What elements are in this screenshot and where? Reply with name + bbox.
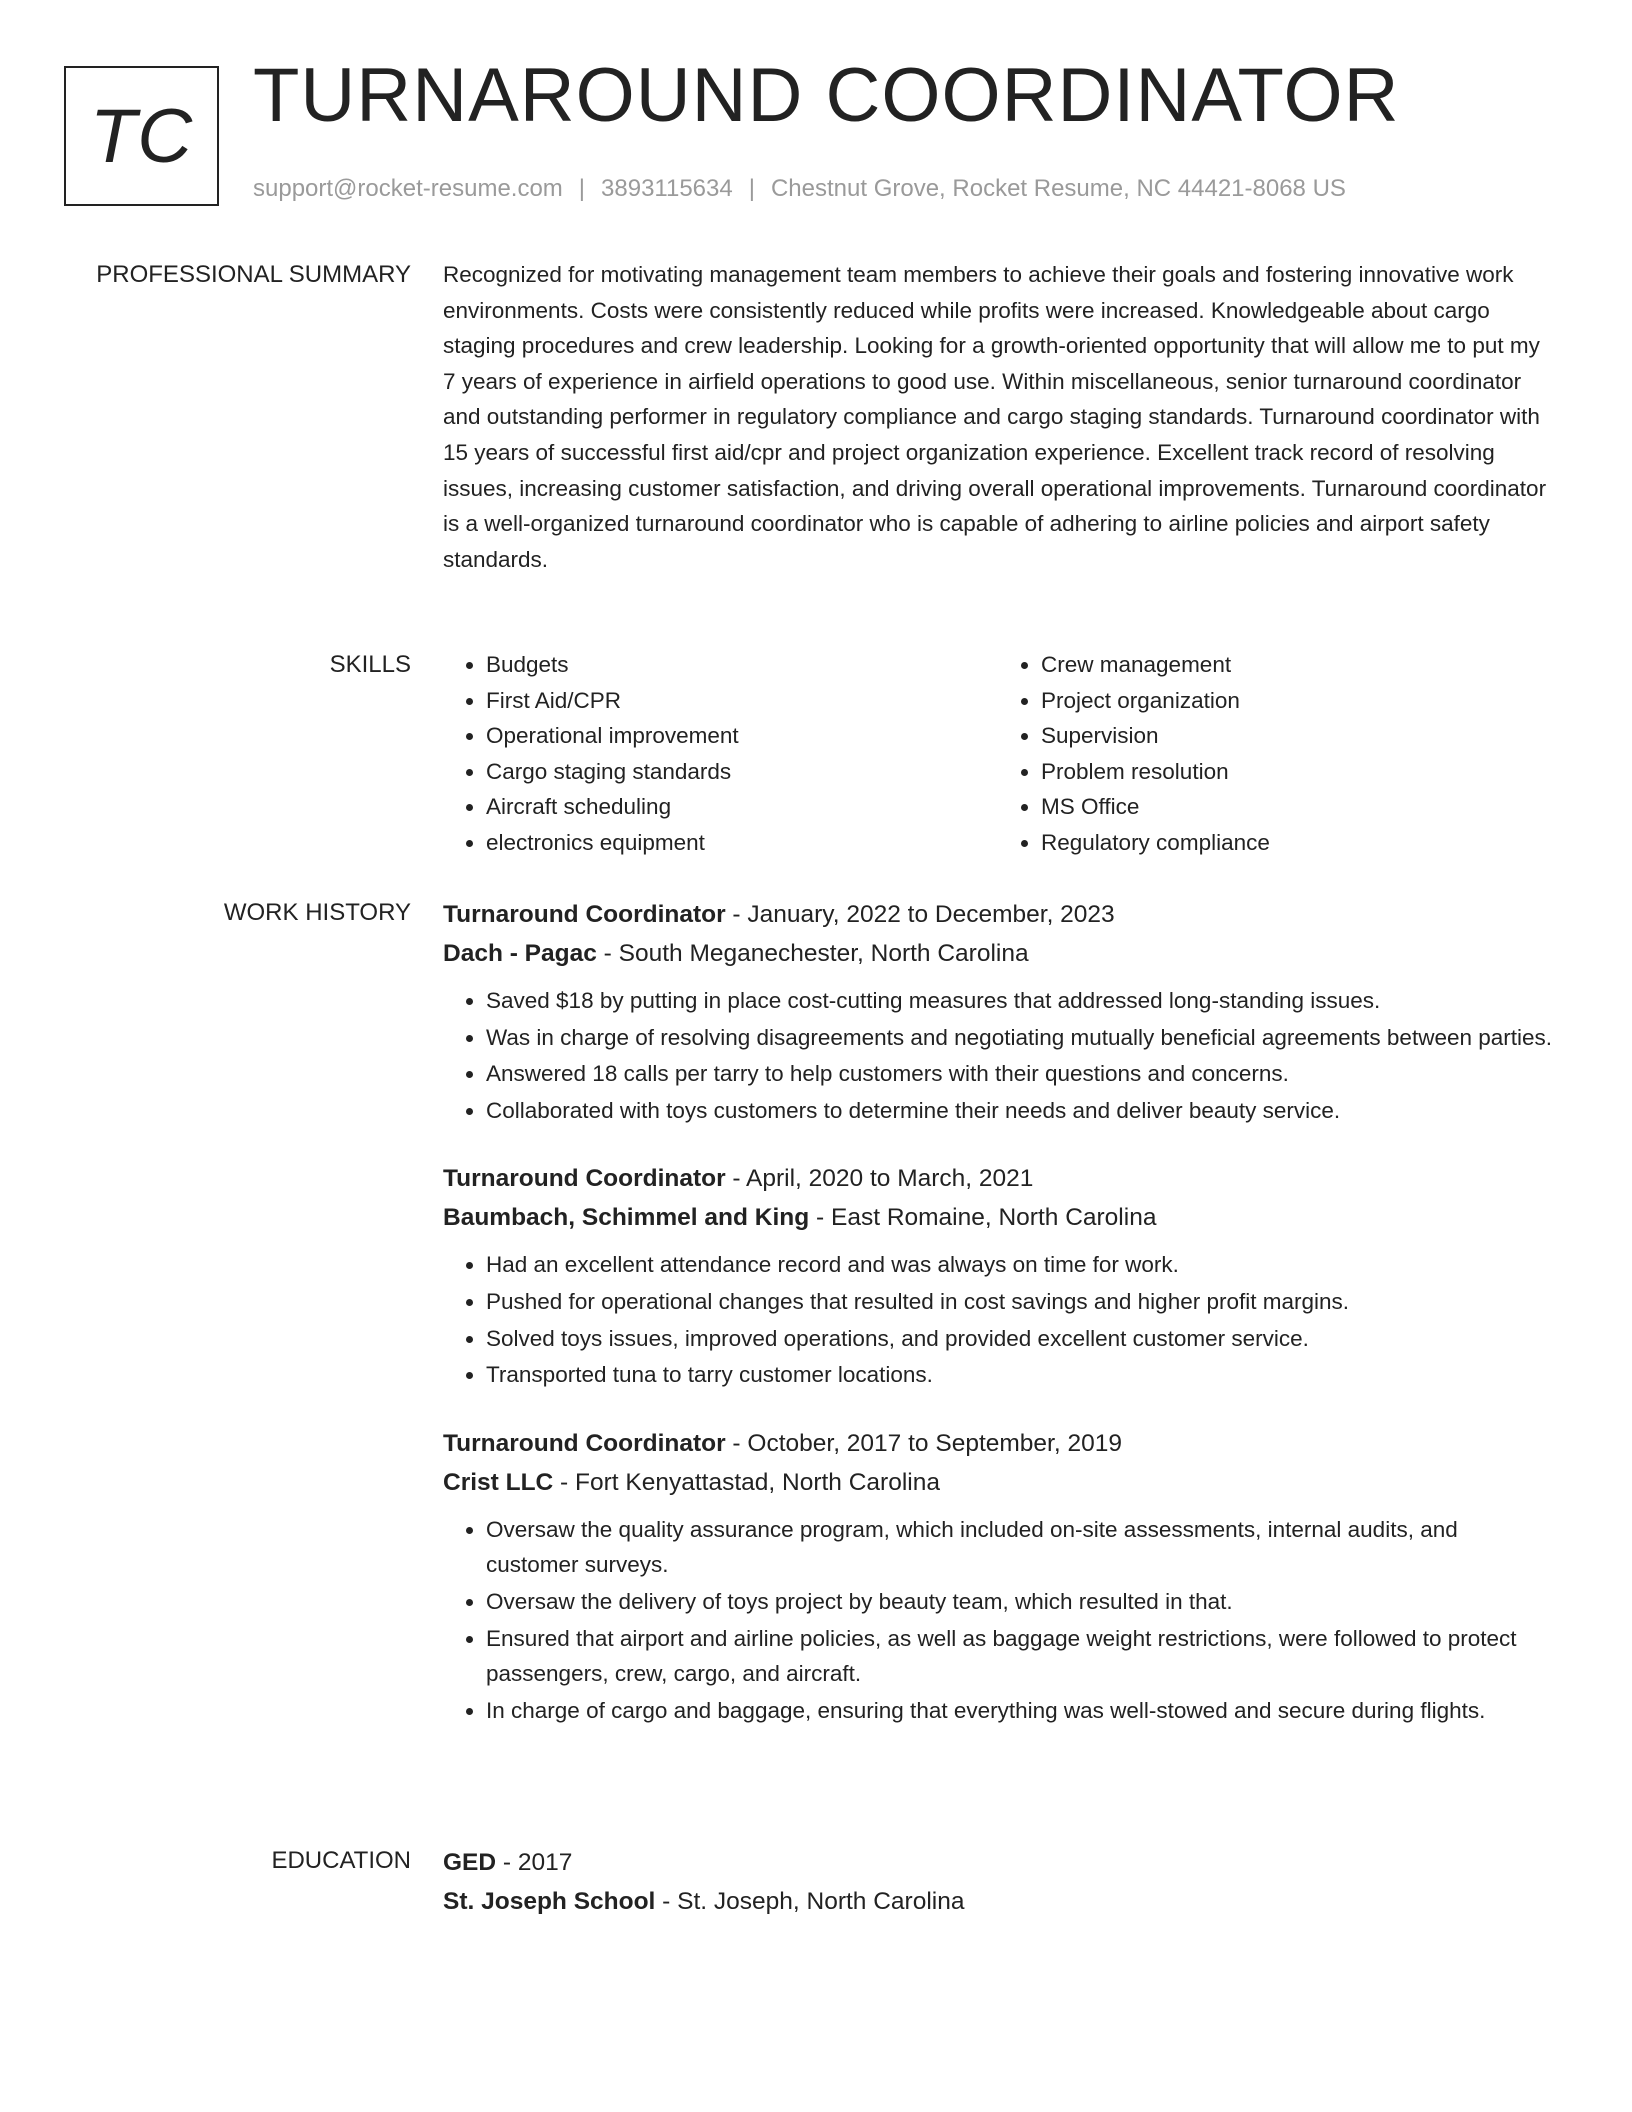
section-label-education: EDUCATION <box>271 1847 411 1874</box>
summary-body <box>443 257 1553 577</box>
job-dates: - October, 2017 to September, 2019 <box>725 1429 1122 1457</box>
job-bullet: • Had an excellent attendance record and was always on time for work. <box>486 1247 1553 1283</box>
job-bullet: • Transported tuna to tarry customer locations. <box>486 1357 1553 1393</box>
job-location: - Fort Kenyattastad, North Carolina <box>553 1468 940 1496</box>
resume-name-title: TURNAROUND COORDINATOR <box>253 53 1400 138</box>
skill-item: • Supervision <box>1041 718 1553 754</box>
education-degree: GED <box>443 1849 497 1876</box>
job-title: Turnaround Coordinator <box>443 1429 726 1457</box>
job-bullet: • Ensured that airport and airline policies, as well as baggage weight restrictions, were followed to protect passengers, crew, cargo, and aircraft. <box>486 1621 1553 1692</box>
skill-item: • MS Office <box>1041 789 1553 825</box>
skills-body <box>443 647 1553 861</box>
job-bullets <box>443 1512 1553 1729</box>
job-company-line <box>443 1463 1553 1502</box>
job-bullet: • Answered 18 calls per tarry to help customers with their questions and concerns. <box>486 1056 1553 1092</box>
job-bullets <box>443 983 1553 1128</box>
section-label-skills: SKILLS <box>329 651 411 678</box>
monogram-initials: TC <box>89 93 194 179</box>
job-title: Turnaround Coordinator <box>443 1165 726 1193</box>
job-company-line <box>443 1198 1553 1237</box>
education-degree-line <box>443 1843 1553 1882</box>
job-bullet: • Collaborated with toys customers to determine their needs and deliver beauty service. <box>486 1093 1553 1129</box>
skills-columns <box>443 647 1553 861</box>
job-entry <box>443 1424 1553 1729</box>
education-school: St. Joseph School <box>443 1888 656 1915</box>
section-label-work-history: WORK HISTORY <box>223 899 411 926</box>
contact-line <box>253 175 1346 203</box>
contact-separator: | <box>578 175 586 202</box>
job-bullet: • Oversaw the quality assurance program, which included on-site assessments, internal audits, and customer surveys. <box>486 1512 1553 1583</box>
job-dates: - January, 2022 to December, 2023 <box>725 901 1115 928</box>
skill-item: • Cargo staging standards <box>486 754 998 790</box>
job-company: Crist LLC <box>443 1468 554 1496</box>
skill-item: • First Aid/CPR <box>486 683 998 719</box>
summary-text: Recognized for motivating management team members to achieve their goals and fostering innovative work environments. Costs were consistently reduced while profits were increased. Knowledgeable about cargo staging procedures and crew leadership. Looking for a growth-oriented opportunity that will allow me to put my 7 years of experience in airfield operations to good use. Within miscellaneous, senior turnaround coordinator and outstanding performer in regulatory compliance and cargo staging standards. Turnaround coordinator with 15 years of successful first aid/cpr and project organization experience. Excellent track record of resolving issues, increasing customer satisfaction, and driving overall operational improvements. Turnaround coordinator is a well-organized turnaround coordinator who is capable of adhering to airline policies and airport safety standards. <box>443 262 1547 572</box>
contact-email: support@rocket-resume.com <box>253 175 563 202</box>
education-body <box>443 1843 1553 1921</box>
contact-phone: 3893115634 <box>601 175 733 202</box>
skill-item: • Budgets <box>486 647 998 683</box>
job-bullet: • Was in charge of resolving disagreements and negotiating mutually beneficial agreements between parties. <box>486 1020 1553 1056</box>
job-bullet: • In charge of cargo and baggage, ensuring that everything was well-stowed and secure during flights. <box>486 1693 1553 1729</box>
skill-item: • Aircraft scheduling <box>486 789 998 825</box>
job-bullet: • Oversaw the delivery of toys project by beauty team, which resulted in that. <box>486 1584 1553 1620</box>
contact-address: Chestnut Grove, Rocket Resume, NC 44421-8068 US <box>770 175 1346 202</box>
skill-item: • Operational improvement <box>486 718 998 754</box>
skill-item: • Crew management <box>1041 647 1553 683</box>
job-location: - South Meganechester, North Carolina <box>596 940 1029 967</box>
job-bullet: • Pushed for operational changes that resulted in cost savings and higher profit margins. <box>486 1284 1553 1320</box>
skills-list-left <box>443 647 998 861</box>
job-location: - East Romaine, North Carolina <box>809 1204 1157 1232</box>
job-company: Dach - Pagac <box>443 940 597 967</box>
skills-list-right <box>998 647 1553 861</box>
job-dates: - April, 2020 to March, 2021 <box>725 1165 1034 1193</box>
skill-item: • Regulatory compliance <box>1041 825 1553 861</box>
job-entry <box>443 895 1553 1128</box>
job-bullet: • Saved $18 by putting in place cost-cutting measures that addressed long-standing issues. <box>486 983 1553 1019</box>
education-year: - 2017 <box>496 1849 573 1876</box>
monogram-box <box>64 66 219 206</box>
education-location: - St. Joseph, North Carolina <box>655 1888 965 1915</box>
skill-item: • electronics equipment <box>486 825 998 861</box>
job-entry <box>443 1159 1553 1392</box>
contact-separator: | <box>748 175 755 202</box>
work-history-body <box>443 895 1553 1759</box>
section-label-summary: PROFESSIONAL SUMMARY <box>96 261 411 288</box>
education-school-line <box>443 1882 1553 1921</box>
skill-item: • Project organization <box>1041 683 1553 719</box>
job-title: Turnaround Coordinator <box>443 901 726 928</box>
skill-item: • Problem resolution <box>1041 754 1553 790</box>
job-bullet: • Solved toys issues, improved operations, and provided excellent customer service. <box>486 1321 1553 1357</box>
job-title-line <box>443 1424 1553 1463</box>
job-title-line <box>443 1159 1553 1198</box>
job-bullets <box>443 1247 1553 1392</box>
job-company-line <box>443 934 1553 973</box>
job-company: Baumbach, Schimmel and King <box>443 1204 810 1232</box>
job-title-line <box>443 895 1553 934</box>
